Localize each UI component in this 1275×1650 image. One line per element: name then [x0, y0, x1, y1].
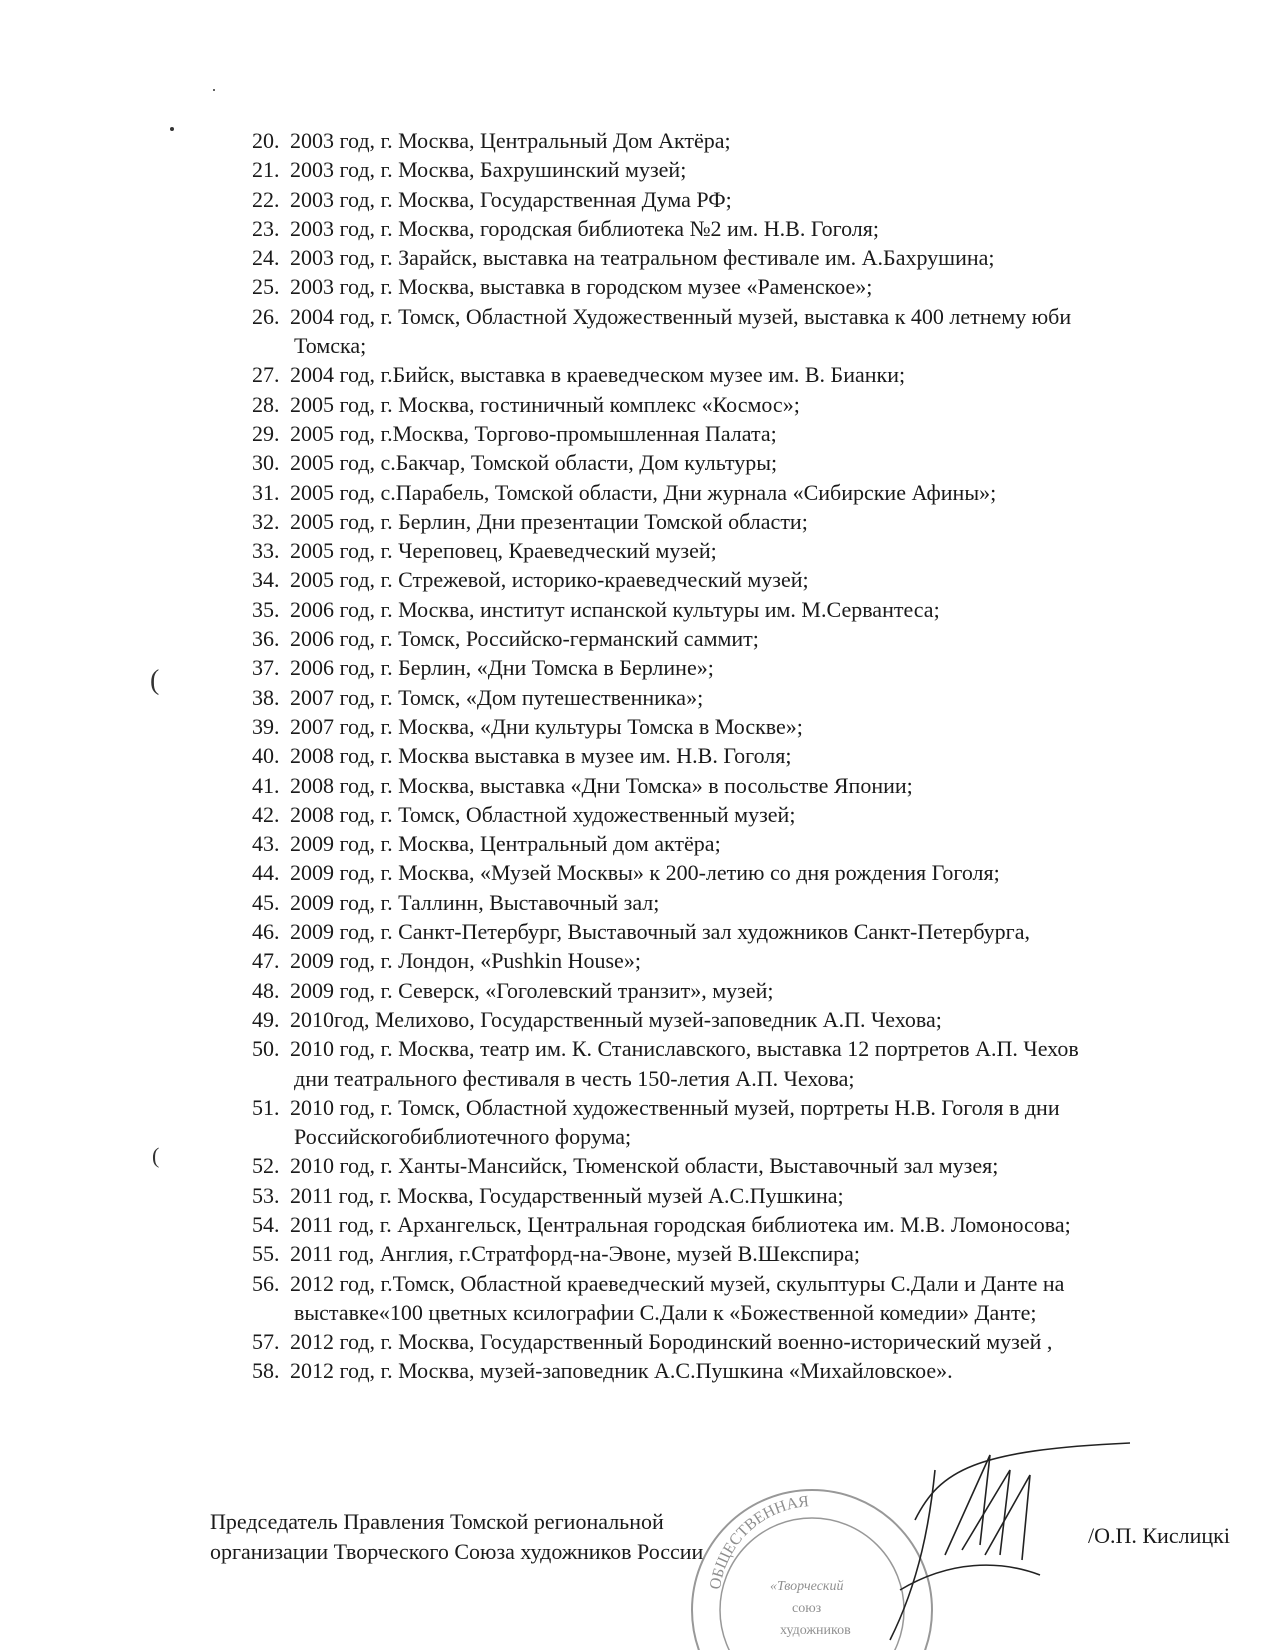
list-item-number: 56. [252, 1270, 280, 1296]
list-item-text: 2012 год, г. Москва, Государственный Бородинский военно-исторический музей , [290, 1329, 1053, 1355]
list-item-number: 41. [252, 772, 280, 798]
list-item-number: 48. [252, 977, 280, 1003]
list-item-number: 40. [252, 743, 280, 769]
list-item-text: 2008 год, г. Москва, выставка «Дни Томска» в посольстве Японии; [290, 772, 913, 798]
list-item-text: 2004 год, г. Томск, Областной Художественный музей, выставка к 400 летнему юби [290, 303, 1072, 329]
list-item-number: 58. [252, 1358, 280, 1384]
list-item-text: 2005 год, г. Берлин, Дни презентации Томской области; [290, 508, 808, 534]
list-item-number: 54. [252, 1211, 280, 1237]
scan-artifacts [170, 89, 215, 131]
list-item-number: 26. [252, 303, 280, 329]
punch-hole-mark: ( [152, 1143, 160, 1168]
list-item-text: 2006 год, г. Берлин, «Дни Томска в Берлине»; [290, 655, 714, 681]
list-item-text: 2012 год, г.Томск, Областной краеведческий музей, скульптуры С.Дали и Данте на [290, 1270, 1065, 1296]
list-item-number: 45. [252, 889, 280, 915]
list-item-number: 25. [252, 274, 280, 300]
list-item-continuation: Томска; [294, 333, 367, 359]
list-item-text: 2011 год, г. Архангельск, Центральная городская библиотека им. М.В. Ломоносова; [290, 1211, 1071, 1237]
list-item-number: 47. [252, 948, 280, 974]
list-item-text: 2008 год, г. Москва выставка в музее им. Н.В. Гоголя; [290, 743, 792, 769]
list-item-continuation: дни театрального фестиваля в честь 150-летия А.П. Чехова; [294, 1065, 855, 1091]
list-item-number: 33. [252, 538, 280, 564]
list-item-number: 51. [252, 1094, 280, 1120]
handwritten-signature [890, 1443, 1130, 1640]
list-item-number: 49. [252, 1006, 280, 1032]
list-item-text: 2003 год, г. Москва, Государственная Дума РФ; [290, 186, 732, 212]
list-item-text: 2009 год, г. Северск, «Гоголевский транзит», музей; [290, 977, 774, 1003]
list-item-number: 28. [252, 391, 280, 417]
list-item-text: 2003 год, г. Москва, выставка в городском музее «Раменское»; [290, 274, 873, 300]
list-item-number: 46. [252, 919, 280, 945]
list-item-number: 42. [252, 801, 280, 827]
list-item-text: 2007 год, г. Томск, «Дом путешественника»; [290, 684, 704, 710]
list-item-text: 2009 год, г. Лондон, «Pushkin House»; [290, 948, 641, 974]
list-item-number: 31. [252, 479, 280, 505]
list-item-number: 38. [252, 684, 280, 710]
stamp-inner-text: союз [792, 1601, 822, 1616]
list-item-text: 2005 год, г. Москва, гостиничный комплекс «Космос»; [290, 391, 800, 417]
list-item-continuation: выставке«100 цветных ксилографии С.Дали к «Божественной комедии» Данте; [294, 1299, 1037, 1325]
list-item-text: 2005 год, г.Москва, Торгово-промышленная Палата; [290, 420, 777, 446]
list-item-text: 2012 год, г. Москва, музей-заповедник А.С.Пушкина «Михайловское». [290, 1358, 953, 1384]
list-item-number: 32. [252, 508, 280, 534]
punch-hole-mark: ( [150, 665, 160, 696]
stamp-inner-text: «Творческий [770, 1579, 844, 1594]
list-item-number: 22. [252, 186, 280, 212]
list-item-number: 27. [252, 362, 280, 388]
list-item-text: 2005 год, с.Бакчар, Томской области, Дом культуры; [290, 450, 778, 476]
stamp-inner-text: художников [780, 1623, 851, 1638]
list-item-number: 55. [252, 1241, 280, 1267]
list-item-number: 20. [252, 128, 280, 153]
list-item-text: 2006 год, г. Томск, Российско-германский саммит; [290, 626, 759, 652]
list-item-number: 34. [252, 567, 280, 593]
list-item-number: 39. [252, 713, 280, 739]
list-item-text: 2008 год, г. Томск, Областной художественный музей; [290, 801, 796, 827]
list-item-text: 2009 год, г. Москва, Центральный дом актёра; [290, 831, 721, 857]
list-item-text: 2005 год, с.Парабель, Томской области, Дни журнала «Сибирские Афины»; [290, 479, 997, 505]
list-item-number: 53. [252, 1182, 280, 1208]
list-item-text: 2009 год, г. Санкт-Петербург, Выставочный зал художников Санкт-Петербурга, [290, 919, 1030, 945]
list-item-text: 2011 год, г. Москва, Государственный музей А.С.Пушкина; [290, 1182, 844, 1208]
list-item-text: 2003 год, г. Москва, Бахрушинский музей; [290, 157, 687, 183]
list-item-number: 37. [252, 655, 280, 681]
signatory-name: /О.П. Кислицкі [1088, 1523, 1230, 1548]
signatory-title-line-2: организации Творческого Союза художников России [210, 1539, 704, 1564]
stamp-arc-text: ОБЩЕСТВЕННАЯ [707, 1493, 810, 1591]
list-item-number: 44. [252, 860, 280, 886]
list-item-text: 2005 год, г. Череповец, Краеведческий музей; [290, 538, 717, 564]
list-item-number: 30. [252, 450, 280, 476]
list-item-text: 2004 год, г.Бийск, выставка в краеведческом музее им. В. Бианки; [290, 362, 906, 388]
list-item-text: 2009 год, г. Таллинн, Выставочный зал; [290, 889, 660, 915]
list-item-text: 2003 год, г. Москва, городская библиотека №2 им. Н.В. Гоголя; [290, 215, 879, 241]
list-item-text: 2010год, Мелихово, Государственный музей-заповедник А.П. Чехова; [290, 1006, 942, 1032]
list-item-number: 50. [252, 1036, 280, 1062]
list-item-text: 2009 год, г. Москва, «Музей Москвы» к 200-летию со дня рождения Гоголя; [290, 860, 1000, 886]
list-item-text: 2003 год, г. Зарайск, выставка на театральном фестивале им. А.Бахрушина; [290, 245, 995, 271]
list-item-text: 2007 год, г. Москва, «Дни культуры Томска в Москве»; [290, 713, 803, 739]
list-item-text: 2003 год, г. Москва, Центральный Дом Актёра; [290, 128, 731, 153]
list-item-text: 2011 год, Англия, г.Стратфорд-на-Эвоне, музей В.Шекспира; [290, 1241, 861, 1267]
list-item-number: 43. [252, 831, 280, 857]
list-item-number: 29. [252, 420, 280, 446]
list-item-number: 57. [252, 1329, 280, 1355]
list-item-number: 35. [252, 596, 280, 622]
list-item-number: 36. [252, 626, 280, 652]
list-item-number: 21. [252, 157, 280, 183]
signatory-title-line-1: Председатель Правления Томской региональной [210, 1509, 664, 1534]
list-item-text: 2006 год, г. Москва, институт испанской культуры им. М.Сервантеса; [290, 596, 940, 622]
svg-text:ОБЩЕСТВЕННАЯ [707, 1493, 810, 1591]
list-item-text: 2005 год, г. Стрежевой, историко-краеведческий музей; [290, 567, 809, 593]
list-item-continuation: Российскогобиблиотечного форума; [294, 1124, 632, 1150]
list-item-number: 52. [252, 1153, 280, 1179]
list-item-number: 23. [252, 215, 280, 241]
list-item-text: 2010 год, г. Ханты-Мансийск, Тюменской области, Выставочный зал музея; [290, 1153, 999, 1179]
list-item-number: 24. [252, 245, 280, 271]
list-item-text: 2010 год, г. Москва, театр им. К. Станиславского, выставка 12 портретов А.П. Чехов [290, 1036, 1079, 1062]
list-item-text: 2010 год, г. Томск, Областной художественный музей, портреты Н.В. Гоголя в дни [290, 1094, 1060, 1120]
